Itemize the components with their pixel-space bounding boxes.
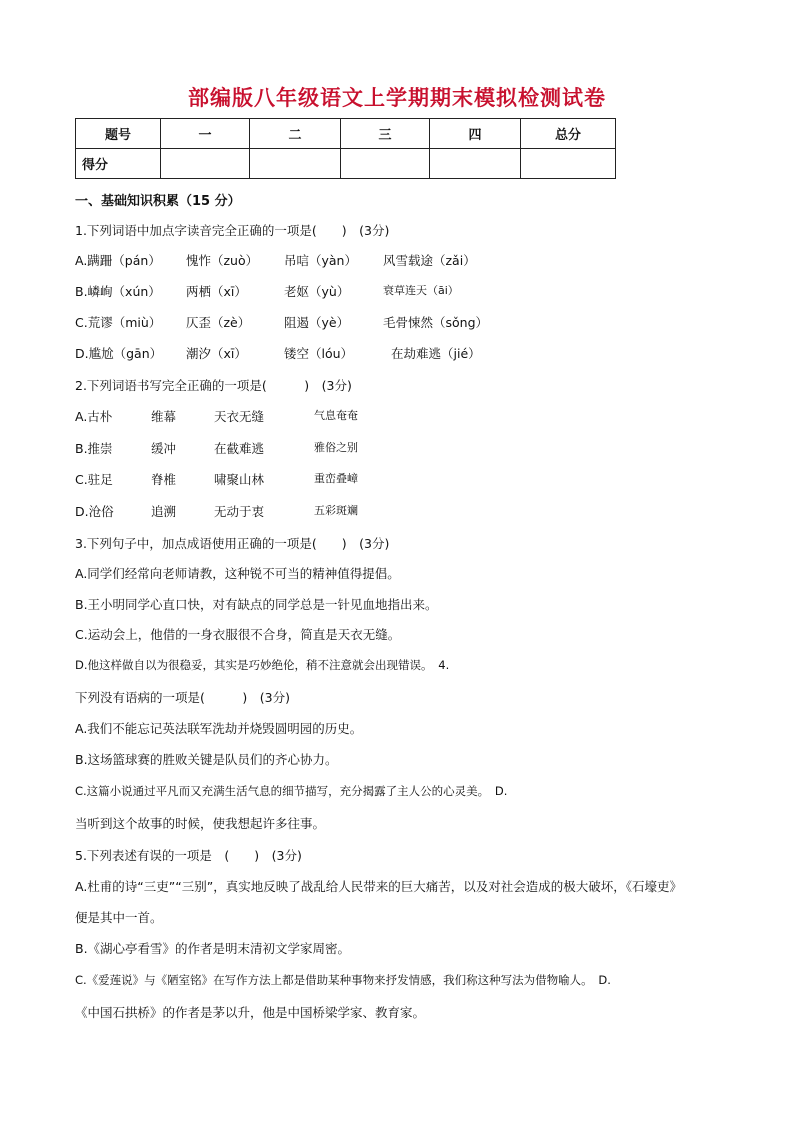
option-item: B.嶙峋（xún）	[75, 284, 161, 299]
option-item: 愧怍（zuò）	[186, 253, 259, 268]
option-item: 五彩斑斓	[314, 504, 358, 517]
question-5-stem: 5.下列表述有误的一项是 ( ) (3分)	[75, 848, 302, 863]
option-item: 阻遏（yè）	[284, 315, 350, 330]
question-5-option-a: A.杜甫的诗“三吏”“三别”，真实地反映了战乱给人民带来的巨大痛苦，以及对社会造成的极大破坏，《石壕吏》	[75, 879, 682, 894]
question-3-option-c: C.运动会上，他借的一身衣服很不合身，简直是天衣无缝。	[75, 627, 401, 642]
option-item: C.荒谬（miù）	[75, 315, 162, 330]
score-table-header-row	[76, 119, 616, 149]
option-item: D.尴尬（gān）	[75, 346, 163, 361]
option-item: 气息奄奄	[314, 409, 358, 422]
option-item: 追溯	[151, 504, 177, 519]
score-header-cell: 二	[250, 119, 341, 149]
score-header-cell: 三	[341, 119, 430, 149]
option-item: B.推崇	[75, 441, 113, 456]
option-item: A.古朴	[75, 409, 113, 424]
question-4-option-d: 当听到这个故事的时候，使我想起许多往事。	[75, 816, 326, 831]
score-table-score-row	[76, 149, 616, 179]
page-title: 部编版八年级语文上学期期末模拟检测试卷	[188, 86, 606, 110]
option-item: 在劫难逃（jié）	[391, 346, 481, 361]
question-4-option-c: C.这篇小说通过平凡而又充满生活气息的细节描写，充分揭露了主人公的心灵美。 D.	[75, 784, 508, 798]
option-item: 缓冲	[151, 441, 177, 456]
score-header-cell: 一	[161, 119, 250, 149]
question-1-stem: 1.下列词语中加点字读音完全正确的一项是( ) (3分)	[75, 223, 390, 238]
score-header-cell: 总分	[521, 119, 616, 149]
option-item: 天衣无缝	[214, 409, 265, 424]
option-item: 维幕	[151, 409, 177, 424]
option-item: D.沧俗	[75, 504, 114, 519]
option-item: 重峦叠嶂	[314, 472, 358, 485]
score-cell	[341, 149, 430, 179]
question-3-option-d: D.他这样做自以为很稳妥，其实是巧妙绝伦，稍不注意就会出现错误。 4.	[75, 658, 450, 672]
question-5-option-d: 《中国石拱桥》的作者是茅以升，他是中国桥梁学家、教育家。	[75, 1005, 426, 1020]
score-cell	[430, 149, 521, 179]
score-cell	[521, 149, 616, 179]
option-item: 老妪（yù）	[284, 284, 350, 299]
option-item: A.蹒跚（pán）	[75, 253, 161, 268]
option-item: 两栖（xī）	[186, 284, 247, 299]
option-item: 雅俗之别	[314, 441, 358, 454]
question-3-stem: 3.下列句子中，加点成语使用正确的一项是( ) (3分)	[75, 536, 390, 551]
option-item: 仄歪（zè）	[186, 315, 251, 330]
question-3-option-b: B.王小明同学心直口快，对有缺点的同学总是一针见血地指出来。	[75, 597, 438, 612]
option-item: 风雪载途（zǎi）	[383, 253, 476, 268]
question-5-option-b: B.《湖心亭看雪》的作者是明末清初文学家周密。	[75, 941, 351, 956]
option-item: C.驻足	[75, 472, 113, 487]
option-item: 脊椎	[151, 472, 177, 487]
score-header-cell: 题号	[76, 119, 161, 149]
question-3-option-a: A.同学们经常向老师请教，这种锐不可当的精神值得提倡。	[75, 566, 400, 581]
option-item: 潮汐（xī）	[186, 346, 247, 361]
score-cell	[250, 149, 341, 179]
score-header-cell: 四	[430, 119, 521, 149]
question-5-option-c: C.《爱莲说》与《陋室铭》在写作方法上都是借助某种事物来抒发情感，我们称这种写法为借物喻人。 D.	[75, 973, 611, 987]
question-2-stem: 2.下列词语书写完全正确的一项是( ) (3分)	[75, 378, 352, 393]
option-item: 毛骨悚然（sǒng）	[383, 315, 489, 330]
option-item: 吊唁（yàn）	[284, 253, 357, 268]
question-5-option-a-cont: 便是其中一首。	[75, 910, 163, 925]
option-item: 衰草连天（āi）	[383, 284, 459, 297]
question-4-option-b: B.这场篮球赛的胜败关键是队员们的齐心协力。	[75, 752, 338, 767]
score-table	[75, 118, 616, 179]
option-item: 在截难逃	[214, 441, 265, 456]
score-row-label: 得分	[76, 149, 161, 179]
option-item: 镂空（lóu）	[284, 346, 354, 361]
question-4-stem: 下列没有语病的一项是( ) (3分)	[75, 690, 290, 705]
option-item: 无动于衷	[214, 504, 265, 519]
question-4-option-a: A.我们不能忘记英法联军洗劫并烧毁圆明园的历史。	[75, 721, 363, 736]
option-item: 啸聚山林	[214, 472, 265, 487]
section-heading: 一、基础知识积累（15 分）	[75, 194, 241, 209]
score-cell	[161, 149, 250, 179]
